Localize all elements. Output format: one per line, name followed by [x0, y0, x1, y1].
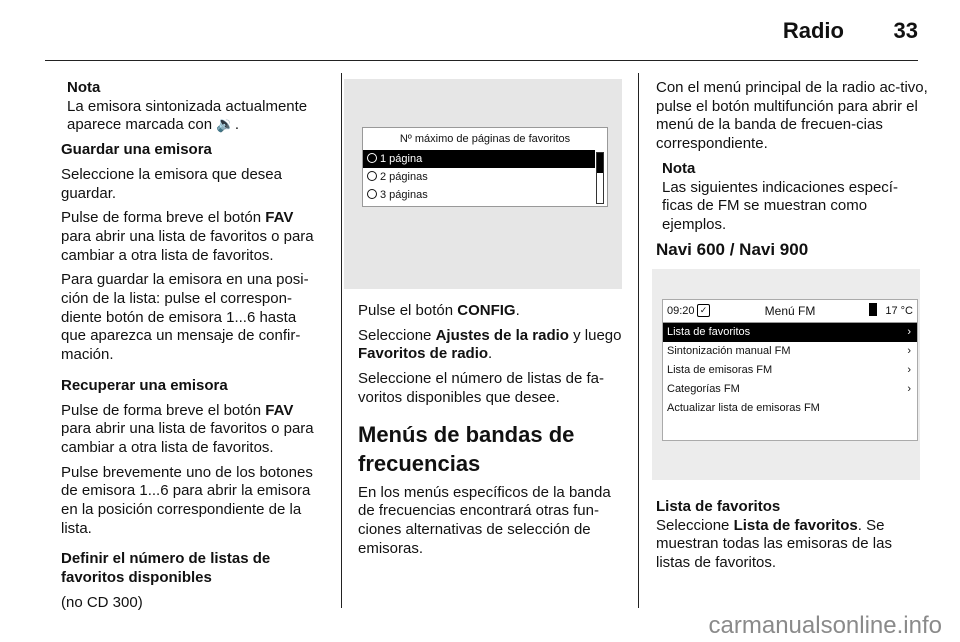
column-divider-2: [638, 73, 639, 608]
option-row: 3 páginas: [363, 186, 595, 204]
bands-menu-heading: Menús de bandas de frecuencias: [358, 421, 575, 476]
display-title: Nº máximo de páginas de favoritos: [399, 133, 571, 145]
option-row: 2 páginas: [363, 168, 595, 186]
clock-time: 09:20: [667, 305, 695, 317]
menu-item: Lista de emisoras FM ›: [663, 361, 917, 380]
save-heading: Guardar una emisora: [61, 141, 212, 159]
arrow-right-icon: ›: [907, 326, 911, 338]
header-rule: [45, 60, 918, 61]
note-text-2: Las siguientes indicaciones especí-ficas de FM se muestran como ejemplos.: [662, 178, 898, 233]
note-block-2: [656, 160, 928, 235]
navi-heading: Navi 600 / Navi 900: [656, 239, 809, 259]
menu-title: Menú FM: [764, 304, 816, 318]
arrow-right-icon: ›: [907, 345, 911, 357]
favorites-list-heading: Lista de favoritos: [656, 498, 781, 515]
intro-para: Con el menú principal de la radio ac-tivo, pulse el botón multifunción para abrir el menú de la banda de frecuen-cias correspondiente.: [656, 79, 928, 153]
column-1: [61, 79, 325, 619]
recall-heading: Recuperar una emisora: [61, 376, 228, 394]
note-block: [61, 79, 325, 135]
fm-menu-screenshot: [652, 269, 920, 480]
menu-item: Actualizar lista de emisoras FM: [667, 402, 820, 414]
page-number: 33: [893, 18, 918, 43]
column-3: [656, 79, 928, 265]
column-divider-1: [341, 73, 342, 608]
note-title-2: Nota: [662, 159, 696, 177]
define-para: (no CD 300): [61, 593, 143, 611]
fm-menu-display: [662, 299, 918, 441]
note-title: Nota: [67, 79, 101, 96]
watermark: carmanualsonline.info: [708, 612, 942, 639]
menu-item: Categorías FM ›: [663, 380, 917, 399]
favorites-pages-display: [362, 127, 608, 207]
column-2: [358, 302, 626, 564]
save-para-3: Para guardar la emisora en una posi-ción de la lista: pulse el correspon-diente botón de emisora 1...6 hasta que aparezca un mensaje de confir-mación.: [61, 271, 309, 364]
scrollbar: [596, 152, 604, 204]
favorites-list-para: Seleccione Lista de favoritos. Se muestran todas las emisoras de las listas de favoritos.: [656, 516, 892, 572]
radio-icon: [367, 189, 377, 199]
phone-icon: [869, 303, 877, 316]
menu-item: Sintonización manual FM ›: [663, 342, 917, 361]
recall-para-2: Pulse brevemente uno de los botones de emisora 1...6 para abrir la emisora en la posición correspondiente de la lista.: [61, 463, 313, 537]
bands-menu-para: En los menús específicos de la banda de frecuencias encontrará otras fun-ciones alternativas de selección de emisoras.: [358, 483, 611, 557]
select-number-para: Seleccione el número de listas de fa-voritos disponibles que desee.: [358, 370, 604, 406]
note-text: La emisora sintonizada actualmente aparece marcada con 🔉.: [67, 97, 308, 134]
display-topbar: [663, 300, 917, 323]
config-para: Pulse el botón CONFIG.: [358, 302, 520, 319]
favorites-pages-screenshot: [344, 79, 622, 289]
option-row: 1 página: [363, 150, 595, 168]
arrow-right-icon: ›: [907, 383, 911, 395]
select-para: Seleccione Ajustes de la radio y luego Favoritos de radio.: [358, 326, 622, 363]
radio-icon: [367, 171, 377, 181]
scrollbar-thumb: [597, 153, 603, 173]
column-3-bottom: [656, 498, 928, 579]
radio-icon: [367, 153, 377, 163]
check-icon: ✓: [697, 304, 710, 317]
recall-para-1: Pulse de forma breve el botón FAV para abrir una lista de favoritos o para cambiar a otra lista de favoritos.: [61, 401, 314, 456]
temperature: 17 °C: [885, 305, 913, 317]
save-para-2: Pulse de forma breve el botón FAV para abrir una lista de favoritos o para cambiar a otra lista de favoritos.: [61, 209, 314, 264]
arrow-right-icon: ›: [907, 364, 911, 376]
save-para-1: Seleccione la emisora que desea guardar.: [61, 165, 282, 202]
define-heading: Definir el número de listas de favoritos disponibles: [61, 550, 271, 587]
menu-item: Lista de favoritos ›: [663, 323, 917, 342]
section-title: Radio: [782, 18, 844, 43]
